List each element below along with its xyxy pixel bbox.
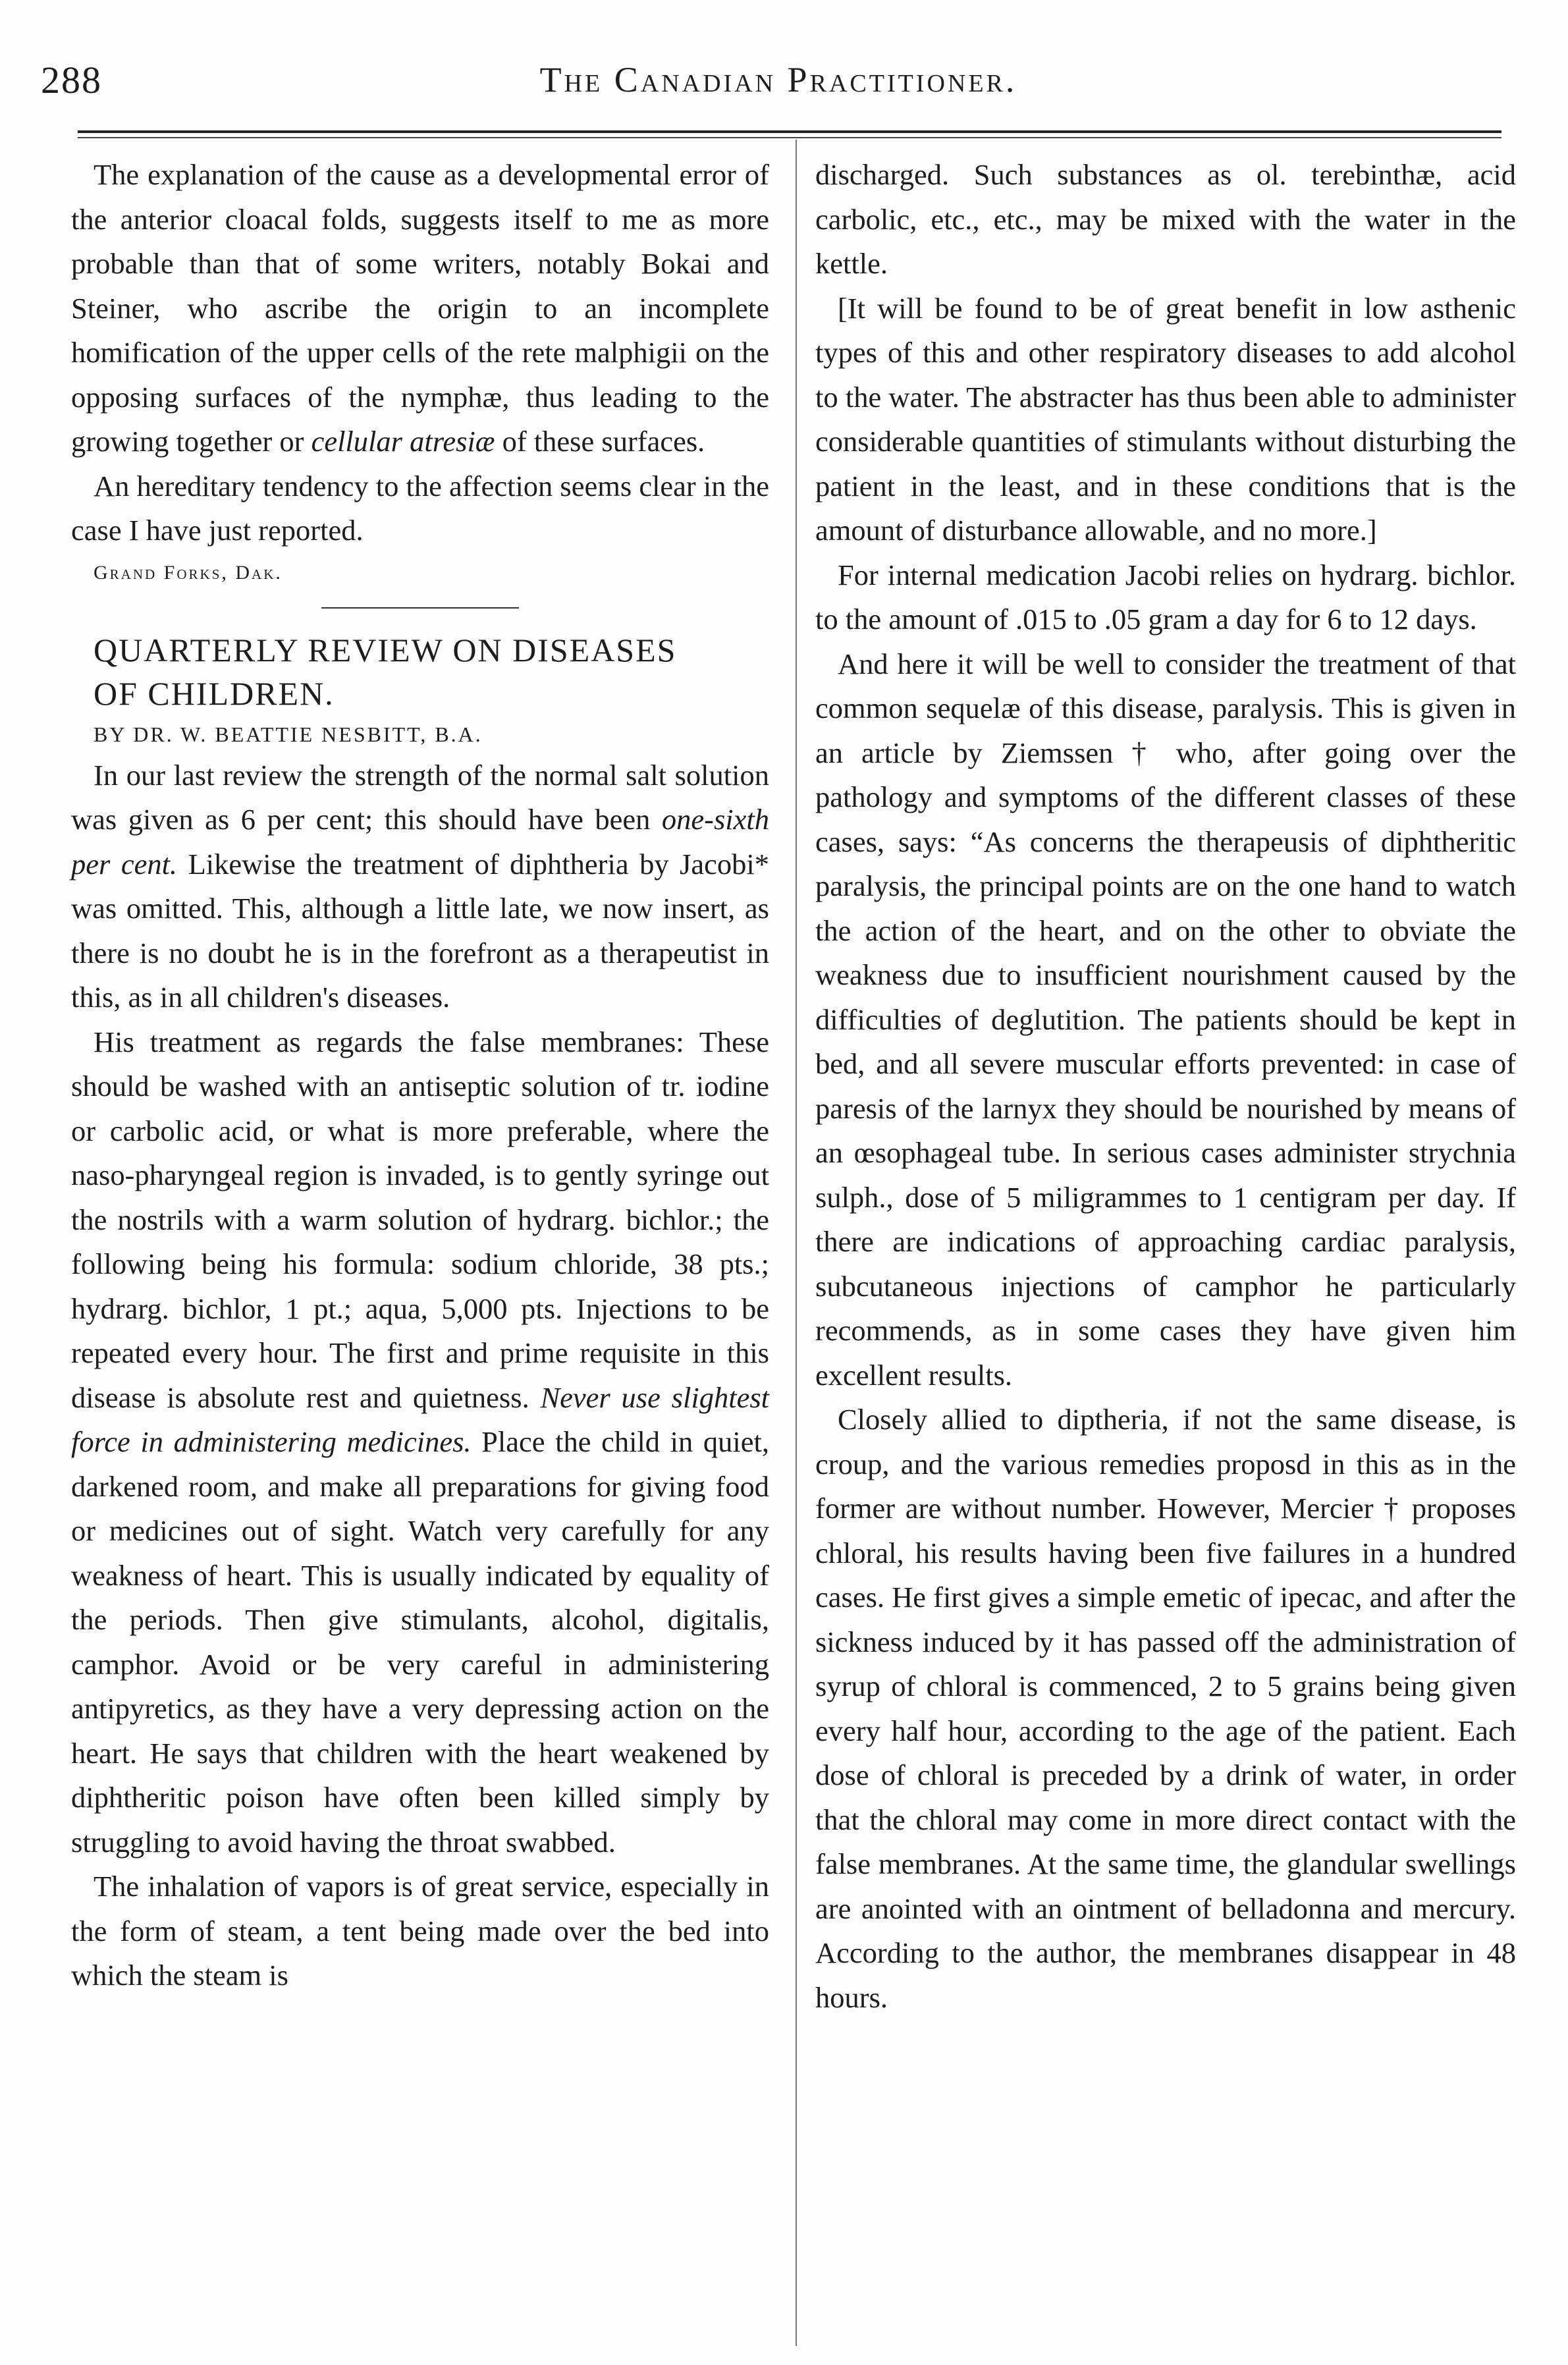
emphasis: cellular atresiæ <box>311 425 495 458</box>
paragraph: Closely allied to diptheria, if not the same disease, is croup, and the various remedies proposd in this as in the former are without number. However, Mercier † proposes chloral, his results having been five failures in a hundred cases. He first gives a simple emetic of ipecac, and after the sickness induced by it has passed off the administration of syrup of chloral is commenced, 2 to 5 grains being given every half hour, according to the age of the patient. Each dose of chloral is preceded by a drink of water, in order that the chloral may come in more direct contact with the false membranes. At the same time, the glandular swellings are anointed with an ointment of belladonna and mercury. According to the author, the membranes disappear in 48 hours. <box>815 1403 1516 2014</box>
byline: BY DR. W. BEATTIE NESBITT, B.A. <box>94 722 483 746</box>
emphasis: Never use slightest force in administering medicines. <box>71 1380 769 1458</box>
article-heading-line: QUARTERLY REVIEW ON DISEASES <box>94 631 677 668</box>
place-signature: Grand Forks, Dak. <box>94 561 283 584</box>
article-heading-line: OF CHILDREN. <box>94 674 335 712</box>
paragraph: discharged. Such substances as ol. terebinthæ, acid carbolic, etc., etc., may be mixed with the water in the kettle. <box>815 158 1516 280</box>
paragraph: The explanation of the cause as a developmental error of the anterior cloacal folds, suggests itself to me as more probable than that of some writers, notably Bokai and Steiner, who ascribe the origin to an incomplete homification of the upper cells of the rete malphigii on the opposing surfaces of the nymphæ, thus leading to the growing together or cellular atresiæ of these surfaces. <box>71 158 769 458</box>
paragraph: In our last review the strength of the normal salt solution was given as 6 per cent; this should have been one-sixth per cent. Likewise the treatment of diphtheria by Jacobi* was omitted. This, although a little late, we now insert, as there is no doubt he is in the forefront as a therapeutist in this, as in all children's diseases. <box>71 758 770 1014</box>
header-rule <box>78 130 1501 133</box>
left-column <box>71 153 769 1998</box>
column-divider <box>796 140 797 2346</box>
paragraph: An hereditary tendency to the affection seems clear in the case I have just reported. <box>71 469 769 547</box>
page-number: 288 <box>41 59 102 101</box>
section-separator <box>321 607 519 609</box>
paragraph: For internal medication Jacobi relies on hydrarg. bichlor. to the amount of .015 to .05 gram a day for 6 to 12 days. <box>815 558 1516 636</box>
paragraph: And here it will be well to consider the treatment of that common sequelæ of this disease, paralysis. This is given in an article by Ziemssen † who, after going over the pathology and symptoms of the different classes of these cases, says: “As concerns the therapeusis of diphtheritic paralysis, the principal points are on the one hand to watch the action of the heart, and on the other to obviate the weakness due to insufficient nourishment caused by the difficulties of deglutition. The patients should be kept in bed, and all severe muscular efforts prevented: in case of paresis of the larnyx they should be nourished by means of an œsophageal tube. In serious cases administer strychnia sulph., dose of 5 miligrammes to 1 centigram per day. If there are indications of approaching cardiac paralysis, subcutaneous injections of camphor he particularly recommends, as in some cases they have given him excellent results. <box>815 647 1516 1392</box>
right-column <box>815 153 1516 2020</box>
header-rule-thin <box>78 137 1501 138</box>
paragraph: His treatment as regards the false membranes: These should be washed with an antiseptic solution of tr. iodine or carbolic acid, or what is more preferable, where the naso-pharyngeal region is invaded, is to gently syringe out the nostrils with a warm solution of hydrarg. bichlor.; the following being his formula: sodium chloride, 38 pts.; hydrarg. bichlor, 1 pt.; aqua, 5,000 pts. Injections to be repeated every hour. The first and prime requisite in this disease is absolute rest and quietness. Never use slightest force in administering medicines. Place the child in quiet, darkened room, and make all preparations for giving food or medicines out of sight. Watch very carefully for any weakness of heart. This is usually indicated by equality of the periods. Then give stimulants, alcohol, digitalis, camphor. Avoid or be very careful in administering antipyretics, as they have a very depressing action on the heart. He says that children with the heart weakened by diphtheritic poison have often been killed simply by struggling to avoid having the throat swabbed. <box>71 1025 769 1859</box>
paragraph: The inhalation of vapors is of great service, especially in the form of steam, a tent being made over the bed into which the steam is <box>71 1870 769 1992</box>
paragraph: [It will be found to be of great benefit in low asthenic types of this and other respiratory diseases to add alcohol to the water. The abstracter has thus been able to administer considerable quantities of stimulants without disturbing the patient in the least, and in these conditions that is the amount of disturbance allowable, and no more.] <box>815 291 1516 547</box>
page-header <box>41 58 1516 111</box>
emphasis: one-sixth per cent. <box>71 803 770 881</box>
running-title: The Canadian Practitioner. <box>539 60 1017 99</box>
